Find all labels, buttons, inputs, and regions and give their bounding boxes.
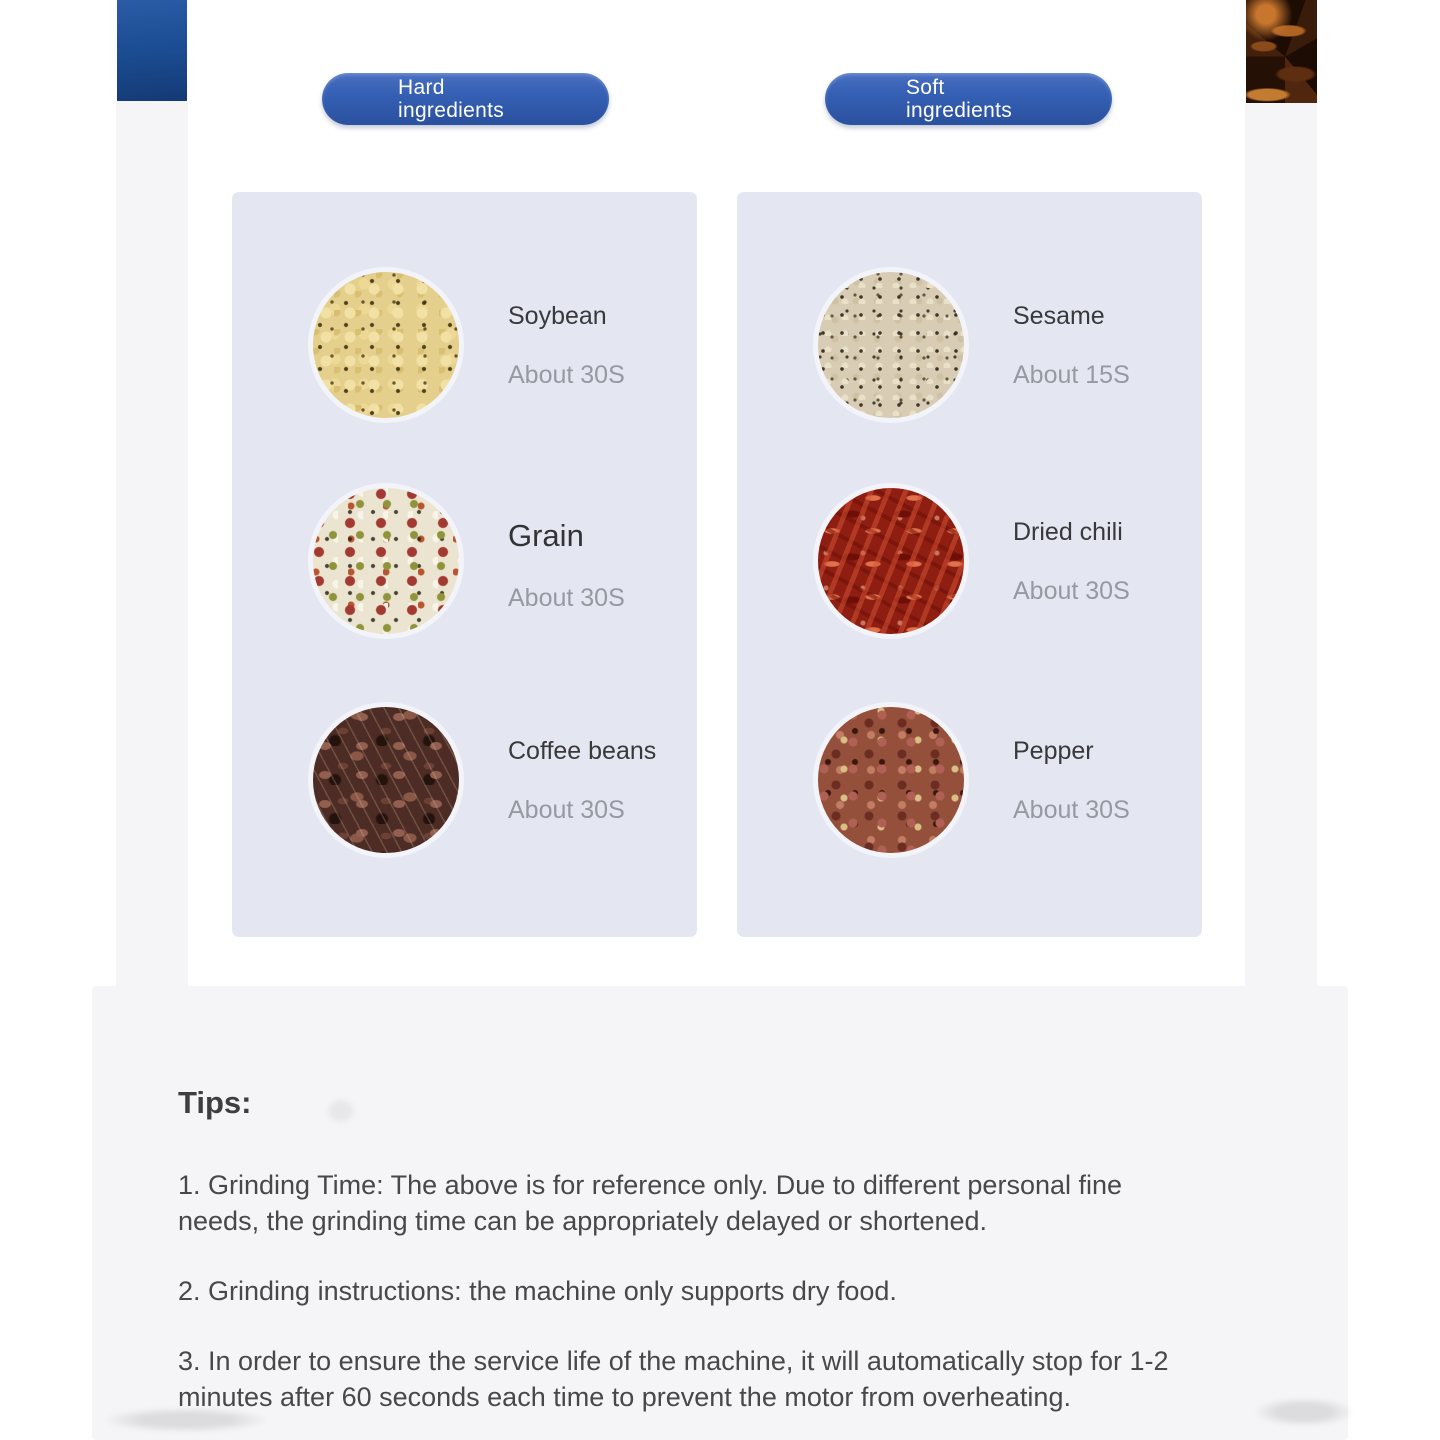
ingredient-labels <box>508 272 625 390</box>
soft-pill-line1: Soft <box>906 76 945 99</box>
dried-chili-photo <box>818 488 964 634</box>
ingredient-name: Dried chili <box>1013 518 1123 546</box>
ingredient-name: Soybean <box>508 302 607 330</box>
ingredient-name: Coffee beans <box>508 737 657 765</box>
ingredient-labels <box>1013 488 1130 606</box>
grind-time: About 30S <box>1013 577 1130 605</box>
grind-time: About 15S <box>1013 361 1130 389</box>
ingredient-row <box>313 272 625 418</box>
ingredient-name: Sesame <box>1013 302 1105 330</box>
sesame-photo <box>818 272 964 418</box>
faint-artifact <box>1256 1398 1352 1426</box>
ingredient-row <box>313 488 625 634</box>
grain-photo <box>313 488 459 634</box>
soybean-photo <box>313 272 459 418</box>
ingredient-row <box>818 707 1130 853</box>
hard-ingredients-pill <box>322 73 609 125</box>
faint-artifact <box>106 1408 266 1432</box>
ingredient-row <box>818 488 1130 634</box>
soft-ingredients-panel <box>737 192 1202 937</box>
tips-heading: Tips: <box>178 1085 252 1120</box>
navy-accent-block <box>117 0 187 101</box>
soft-pill-line2: ingredients <box>906 99 1013 122</box>
hard-ingredients-panel <box>232 192 697 937</box>
coffee-beans-photo <box>313 707 459 853</box>
ingredient-labels <box>1013 707 1130 825</box>
hard-pill-line2: ingredients <box>398 99 505 122</box>
faint-artifact <box>326 1098 356 1124</box>
ingredient-name: Pepper <box>1013 737 1094 765</box>
hard-pill-line1: Hard <box>398 76 445 99</box>
right-ghost-strip <box>1245 103 1317 986</box>
ingredient-row <box>313 707 656 853</box>
left-ghost-strip <box>116 101 188 986</box>
grind-time: About 30S <box>508 796 625 824</box>
soft-ingredients-pill <box>825 73 1112 125</box>
tip-2: 2. Grinding instructions: the machine only supports dry food. <box>178 1276 897 1306</box>
ingredient-labels <box>1013 272 1130 390</box>
ingredient-labels <box>508 707 656 825</box>
ingredient-row <box>818 272 1130 418</box>
tips-section <box>178 1085 1208 1415</box>
star-anise-photo <box>1246 0 1317 103</box>
ingredient-name: Grain <box>508 518 584 553</box>
ingredient-labels <box>508 488 625 613</box>
grind-time: About 30S <box>1013 796 1130 824</box>
tip-1: 1. Grinding Time: The above is for reference only. Due to different personal fine needs, the grinding time can be appropriately delayed or shortened. <box>178 1170 1123 1236</box>
grind-time: About 30S <box>508 584 625 612</box>
pepper-photo <box>818 707 964 853</box>
tip-3: 3. In order to ensure the service life of the machine, it will automatically stop for 1-2 minutes after 60 seconds each time to prevent the motor from overheating. <box>178 1346 1169 1412</box>
grind-time: About 30S <box>508 361 625 389</box>
